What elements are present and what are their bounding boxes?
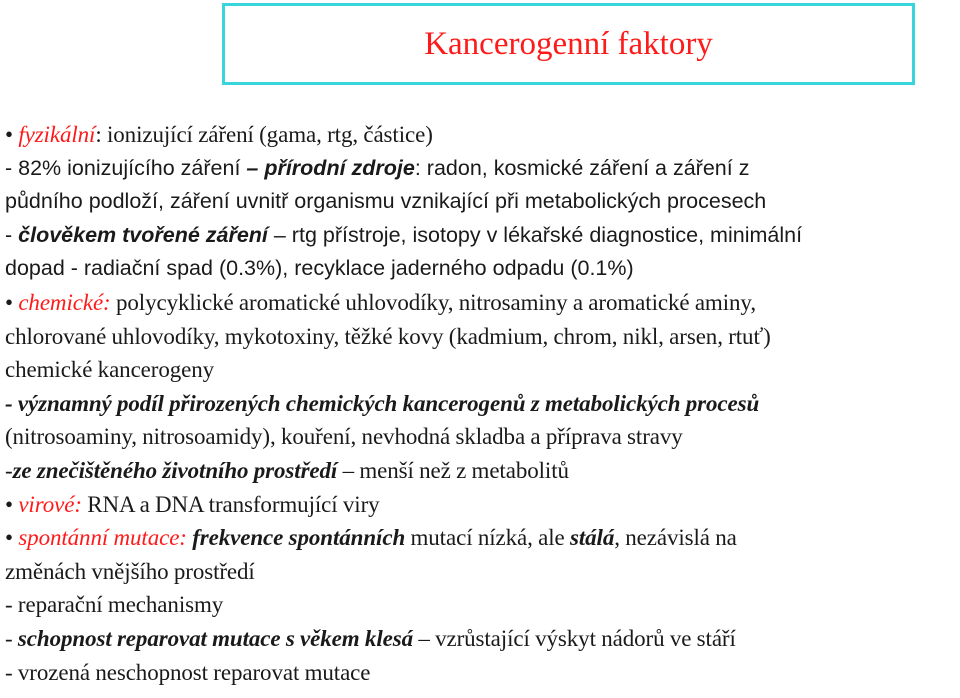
title-box xyxy=(222,3,915,85)
text: - xyxy=(5,625,18,651)
text: , nezávislá na xyxy=(614,525,737,551)
term-environment: ze znečištěného životního prostředí xyxy=(12,457,338,483)
term-frequency: frekvence spontánních xyxy=(192,525,406,551)
line-physical xyxy=(5,118,957,152)
text: mutací nízká, ale xyxy=(405,525,570,551)
text: - 82% ionizujícího záření xyxy=(5,155,247,180)
text: – menší než z metabolitů xyxy=(337,457,569,483)
term-viral: virové: xyxy=(18,491,82,517)
text: polycyklické aromatické uhlovodíky, nitrosaminy a aromatické aminy, xyxy=(110,289,756,315)
line-spontaneous xyxy=(5,521,957,555)
line-fallout: dopad - radiační spad (0.3%), recyklace jaderného odpadu (0.1%) xyxy=(5,256,634,281)
slide-title: Kancerogenní faktory xyxy=(424,25,713,62)
bullet: • xyxy=(5,289,13,315)
line-repair: - reparační mechanismy xyxy=(5,592,224,618)
term-physical: fyzikální xyxy=(18,122,96,147)
line-congenital: - vrozená neschopnost reparovat mutace xyxy=(5,659,371,685)
text: : ionizující záření (gama, rtg, částice) xyxy=(95,122,433,147)
line-nitroso: (nitrosoaminy, nitrosoamidy), kouření, nevhodná skladba a příprava stravy xyxy=(5,424,683,450)
text: : radon, kosmické záření a záření z xyxy=(414,155,750,180)
bullet: • xyxy=(5,122,13,147)
line-chemical-carcinogens: chemické kancerogeny xyxy=(5,357,215,383)
bullet: • xyxy=(5,491,13,517)
line-environment xyxy=(5,454,957,488)
line-man-made xyxy=(5,219,957,253)
text: - xyxy=(5,222,19,247)
term-chemical: chemické: xyxy=(18,289,111,315)
line-viral xyxy=(5,488,957,522)
line-chlorinated: chlorované uhlovodíky, mykotoxiny, těžké kovy (kadmium, chrom, nikl, arsen, rtuť) xyxy=(5,323,771,349)
line-repair-age xyxy=(5,622,957,656)
text: RNA a DNA transformující viry xyxy=(81,491,380,517)
text: – vzrůstající výskyt nádorů ve stáří xyxy=(412,625,736,651)
bullet: • xyxy=(5,525,13,551)
term-man-made: člověkem tvořené záření xyxy=(18,222,268,247)
term-natural-sources: – přírodní zdroje xyxy=(246,155,415,180)
line-natural-carcinogens: - významný podíl přirozených chemických kancerogenů z metabolických procesů xyxy=(5,390,760,416)
slide-content xyxy=(5,118,957,689)
line-external: změnách vnějšího prostředí xyxy=(5,558,255,584)
term-stable: stálá xyxy=(570,525,615,551)
line-chemical xyxy=(5,286,957,320)
line-radiation-share xyxy=(5,152,957,186)
term-spontaneous: spontánní mutace: xyxy=(18,525,187,551)
term-repair-age: schopnost reparovat mutace s věkem klesá xyxy=(17,625,413,651)
text: – rtg přístroje, isotopy v lékařské diagnostice, minimální xyxy=(267,222,803,247)
line-radiation-sources: půdního podloží, záření uvnitř organismu vznikající při metabolických procesech xyxy=(5,189,767,214)
text: - xyxy=(5,457,13,483)
